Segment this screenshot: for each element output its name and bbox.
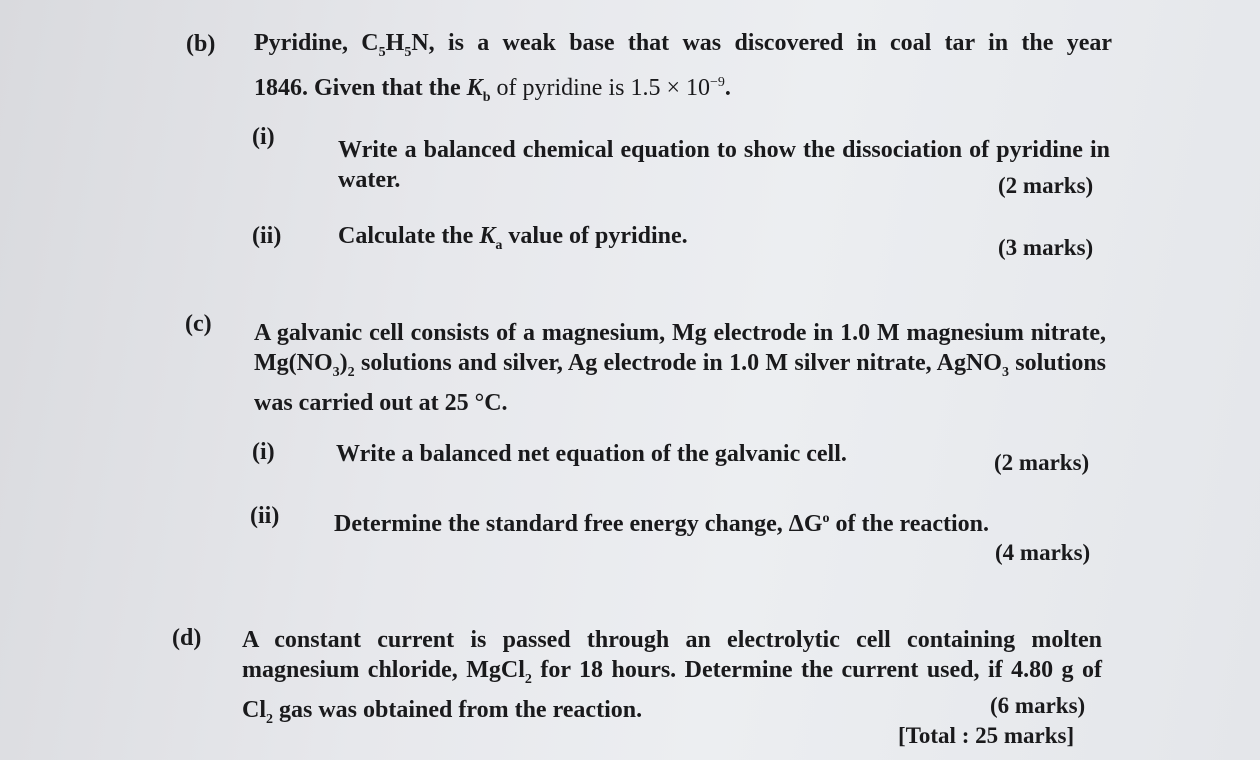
question-b-line1: Pyridine, $C_5H_5N$, is a weak base that was discovered in coal tar in the year [254, 30, 1112, 60]
marks-b-i: (2 marks) [998, 173, 1094, 198]
question-c-stem: A galvanic cell consists of a magnesium, Mg electrode in 1.0 M magnesium nitrate, $Mg(NO_3)_2$ solutions and silver, Ag electrode in 1.0 M silver nitrate, AgNO$_3$ solutions was carried out at 25 °C. [254, 320, 1107, 416]
question-b-stem [254, 28, 1112, 113]
question-c-i-text: Write a balanced net equation of the galvanic cell. [336, 441, 847, 467]
marks-b-ii: (3 marks) [998, 235, 1094, 260]
marks-c-ii: (4 marks) [995, 540, 1091, 565]
label-b-i: (i) [252, 124, 275, 150]
question-b-i-text: Write a balanced chemical equation to show the dissociation of pyridine in water. [338, 137, 1110, 193]
label-d: (d) [172, 625, 202, 651]
question-b-line2: 1846. Given that the $K_b$ of pyridine is $1.5 \times 10^{-9}$. [254, 74, 731, 105]
marks-c-i: (2 marks) [994, 450, 1090, 475]
marks-d: (6 marks) [990, 693, 1086, 718]
label-b-ii: (ii) [252, 223, 282, 249]
label-c-ii: (ii) [250, 503, 280, 529]
question-c-ii-text: Determine the standard free energy change, $\Delta G^o$ of the reaction. [334, 511, 990, 537]
label-b: (b) [186, 31, 216, 57]
label-c-i: (i) [252, 439, 275, 465]
label-c: (c) [185, 311, 212, 337]
question-b-ii-text: Calculate the $K_a$ value of pyridine. [338, 223, 688, 253]
total-marks: [Total : 25 marks] [898, 723, 1075, 748]
question-d-stem: A constant current is passed through an electrolytic cell containing molten magnesium chloride, MgCl$_2$ for 18 hours. Determine the current used, if 4.80 g of $Cl_2$ gas was obtained from the reaction. [242, 627, 1102, 727]
